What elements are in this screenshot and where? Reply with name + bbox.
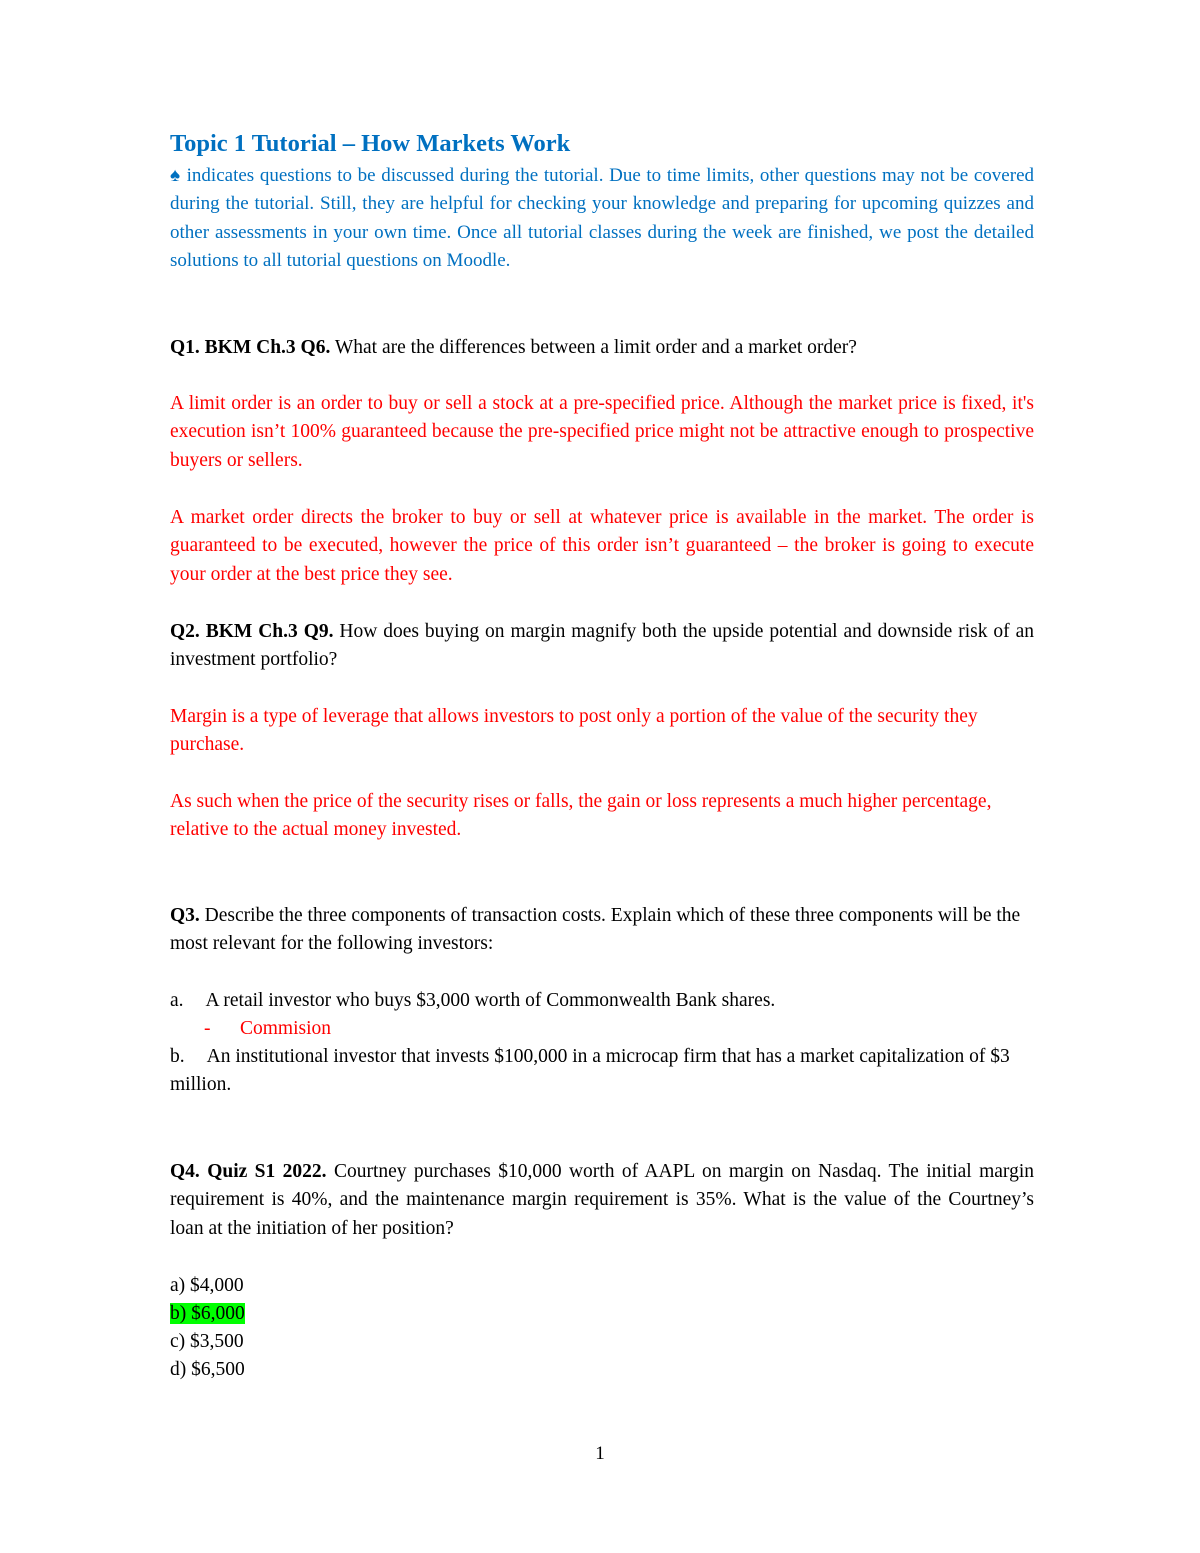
tutorial-note-text: indicates questions to be discussed during the tutorial. Due to time limits, other questions may not be covered during the tutorial. Still, they are helpful for checking your knowledge and preparing for upcoming quizzes and other assessments in your own time. Once all tutorial classes during the week are finished, we post the detailed solutions to all tutorial questions on Moodle. — [170, 165, 1035, 272]
question-3-item-a — [170, 987, 1034, 1015]
question-3 — [170, 902, 1034, 959]
question-4 — [170, 1158, 1034, 1243]
page-title: Topic 1 Tutorial – How Markets Work — [170, 130, 571, 157]
question-1-text: What are the differences between a limit order and a market order? — [330, 337, 857, 358]
option-d: d) $6,500 — [170, 1359, 245, 1380]
question-1-answer-market-order: A market order directs the broker to buy or sell at whatever price is available in the market. The order is guaranteed to be executed, however the price of this order isn’t guaranteed – the broker is going to execute your order at the best price they see. — [170, 507, 1034, 585]
question-3-text: Describe the three components of transaction costs. Explain which of these three components will be the most relevant for the following investors: — [170, 905, 1021, 955]
item-a-text: A retail investor who buys $3,000 worth of Commonwealth Bank shares. — [205, 990, 776, 1011]
question-1 — [170, 334, 1034, 362]
question-2-text: How does buying on margin magnify both the upside potential and downside risk of an investment portfolio? — [170, 621, 1035, 671]
question-3-label: Q3. — [170, 905, 200, 926]
question-2 — [170, 618, 1034, 675]
correct-answer-highlight: b) $6,000 — [170, 1303, 245, 1324]
item-a-answer-dash: - — [204, 1018, 211, 1039]
question-3-item-b — [170, 1043, 1034, 1100]
item-b-marker: b. — [170, 1046, 185, 1067]
spade-icon: ♠ — [170, 165, 181, 186]
page-number: 1 — [595, 1443, 605, 1464]
option-c: c) $3,500 — [170, 1331, 244, 1352]
item-b-text: An institutional investor that invests $100,000 in a microcap firm that has a market capitalization of $3 million. — [170, 1046, 1010, 1096]
option-b-correct — [170, 1300, 245, 1328]
question-4-text: Courtney purchases $10,000 worth of AAPL on margin on Nasdaq. The initial margin requirement is 40%, and the maintenance margin requirement is 35%. What is the value of the Courtney’s loan at the initiation of her position? — [170, 1161, 1034, 1239]
option-a: a) $4,000 — [170, 1275, 244, 1296]
question-2-answer-leverage: Margin is a type of leverage that allows investors to post only a portion of the value of the security they purchase. — [170, 706, 978, 756]
question-2-answer-percentage: As such when the price of the security rises or falls, the gain or loss represents a much higher percentage, relative to the actual money invested. — [170, 791, 992, 841]
question-4-label: Q4. Quiz S1 2022. — [170, 1161, 327, 1182]
question-1-answer-limit-order: A limit order is an order to buy or sell a stock at a pre-specified price. Although the market price is fixed, it's execution isn’t 100% guaranteed because the pre-specified price might not be attractive enough to prospective buyers or sellers. — [170, 393, 1034, 471]
question-1-label: Q1. BKM Ch.3 Q6. — [170, 337, 331, 358]
item-a-marker: a. — [170, 990, 184, 1011]
tutorial-note — [170, 162, 1034, 276]
question-2-label: Q2. BKM Ch.3 Q9. — [170, 621, 334, 642]
item-a-answer: Commision — [240, 1018, 332, 1039]
